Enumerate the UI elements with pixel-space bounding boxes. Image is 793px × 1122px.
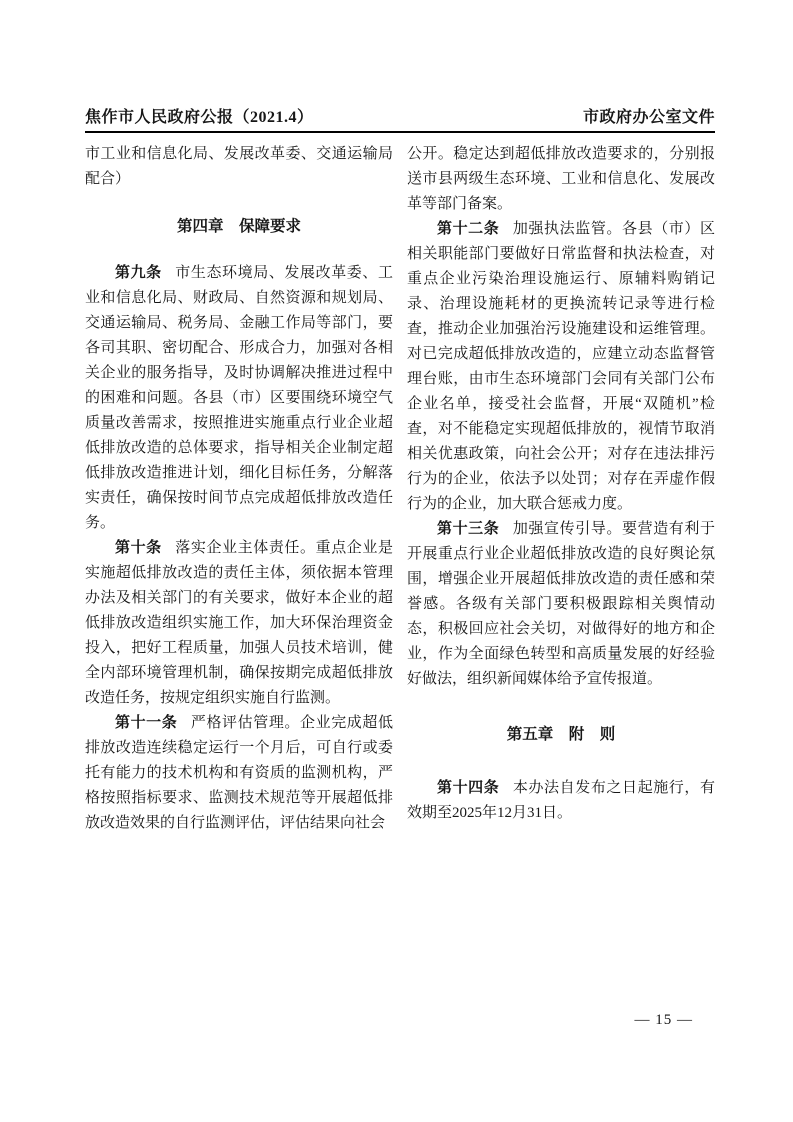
article-10-paragraph: [85, 536, 393, 711]
article-14-paragraph: [407, 776, 715, 826]
article-10-text: 落实企业主体责任。重点企业是实施超低排放改造的责任主体，须依据本管理办法及相关部门的有关要求，做好本企业的超低排放改造组织实施工作，加大环保治理资金投入，把好工程质量，加强人员技术培训，健全内部环境管理机制，确保按期完成超低排放改造任务，按规定组织实施自行监测。: [85, 540, 393, 706]
article-14-label: 第十四条: [437, 780, 500, 796]
article-13-text: 加强宣传引导。要营造有利于开展重点行业企业超低排放改造的良好舆论氛围，增强企业开展超低排放改造的责任感和荣誉感。各级有关部门要积极跟踪相关舆情动态，积极回应社会关切，对做得好的地方和企业，作为全面绿色转型和高质量发展的好经验好做法，组织新闻媒体给予宣传报道。: [407, 521, 715, 687]
article-9-text: 市生态环境局、发展改革委、工业和信息化局、财政局、自然资源和规划局、交通运输局、税务局、金融工作局等部门，要各司其职、密切配合、形成合力，加强对各相关企业的服务指导，及时协调解决推进过程中的困难和问题。各县（市）区要围绕环境空气质量改善需求，按照推进实施重点行业企业超低排放改造的总体要求，指导相关企业制定超低排放改造推进计划，细化目标任务，分解落实责任，确保按时间节点完成超低排放改造任务。: [85, 265, 393, 531]
article-10-label: 第十条: [115, 540, 162, 556]
page-content: [85, 142, 715, 836]
chapter-4-heading: 第四章 保障要求: [176, 218, 301, 235]
page-number: — 15 —: [634, 1012, 693, 1028]
article-9-paragraph: [85, 261, 393, 536]
header-rule: [85, 131, 715, 133]
article-11-text: 严格评估管理。企业完成超低排放改造连续稳定运行一个月后，可自行或委托有能力的技术机构和有资质的监测机构，严格按照指标要求、监测技术规范等开展超低排放改造效果的自行监测评估，评估结果向社会: [85, 715, 393, 831]
article-12-paragraph: [407, 217, 715, 517]
chapter-5-heading: 第五章 附 则: [506, 726, 616, 743]
page-header: [85, 104, 715, 127]
continuation-paragraph: 市工业和信息化局、发展改革委、交通运输局配合）: [85, 146, 393, 187]
article-11-paragraph: [85, 711, 393, 836]
article-13-label: 第十三条: [437, 521, 500, 537]
article-14-text: 本办法自发布之日起施行，有效期至2025年12月31日。: [407, 780, 715, 821]
header-left-title: 焦作市人民政府公报（2021.4）: [85, 109, 314, 126]
header-right-title: 市政府办公室文件: [582, 109, 715, 126]
right-column: [407, 142, 715, 836]
article-9-label: 第九条: [115, 265, 162, 281]
article-12-text: 加强执法监管。各县（市）区相关职能部门要做好日常监督和执法检查，对重点企业污染治理设施运行、原辅料购销记录、治理设施耗材的更换流转记录等进行检查，推动企业加强治污设施建设和运维管理。对已完成超低排放改造的，应建立动态监督管理台账，由市生态环境部门会同有关部门公布企业名单，接受社会监督，开展“双随机”检查，对不能稳定实现超低排放的，视情节取消相关优惠政策，向社会公开；对存在违法排污行为的企业，依法予以处罚；对存在弄虚作假行为的企业，加大联合惩戒力度。: [407, 221, 715, 512]
article-13-paragraph: [407, 517, 715, 692]
article-12-label: 第十二条: [437, 221, 500, 237]
continuation-paragraph: 公开。稳定达到超低排放改造要求的，分别报送市县两级生态环境、工业和信息化、发展改革等部门备案。: [407, 146, 715, 212]
article-11-label: 第十一条: [115, 715, 178, 731]
left-column: [85, 142, 393, 836]
